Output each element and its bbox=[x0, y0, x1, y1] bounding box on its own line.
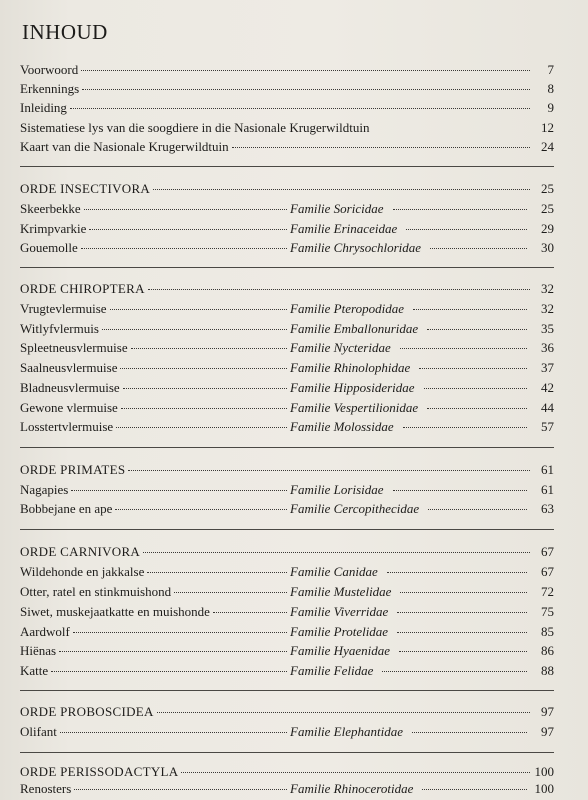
toc-entry-page: 72 bbox=[541, 584, 554, 599]
dot-leader bbox=[428, 499, 527, 510]
toc-entry-page: 88 bbox=[541, 663, 554, 678]
toc-entry-family: Familie Felidae bbox=[290, 663, 374, 678]
toc-entry-label: Erkennings bbox=[20, 81, 80, 96]
toc-entry-label: Bobbejane en ape bbox=[20, 501, 113, 516]
toc-entry-label: Otter, ratel en stinkmuishond bbox=[20, 584, 172, 599]
dot-leader bbox=[397, 622, 527, 633]
order-heading-label: ORDE CARNIVORA bbox=[20, 544, 141, 559]
toc-entry bbox=[20, 220, 554, 238]
toc-entry-family: Familie Molossidae bbox=[290, 419, 394, 434]
order-heading-page: 67 bbox=[541, 544, 554, 559]
toc-entry-family: Familie Pteropodidae bbox=[290, 301, 404, 316]
toc-entry bbox=[20, 99, 554, 117]
toc-entry-family: Familie Nycteridae bbox=[290, 340, 391, 355]
dot-leader bbox=[120, 358, 287, 369]
toc-entry-page: 86 bbox=[541, 643, 554, 658]
dot-leader bbox=[131, 338, 287, 349]
dot-leader bbox=[81, 60, 530, 71]
dot-leader bbox=[116, 417, 287, 428]
toc-entry bbox=[20, 320, 554, 338]
toc-entry bbox=[20, 239, 554, 257]
dot-leader bbox=[424, 378, 527, 389]
toc-entry-page: 30 bbox=[541, 240, 554, 255]
toc-entry-family: Familie Erinaceidae bbox=[290, 221, 398, 236]
toc-entry-page: 7 bbox=[547, 62, 554, 77]
dot-leader bbox=[427, 319, 527, 330]
order-heading-page: 25 bbox=[541, 181, 554, 196]
order-heading-label: ORDE INSECTIVORA bbox=[20, 181, 151, 196]
toc-entry bbox=[20, 662, 554, 680]
order-heading-label: ORDE CHIROPTERA bbox=[20, 281, 145, 296]
toc-entry-page: 32 bbox=[541, 301, 554, 316]
dot-leader bbox=[110, 299, 287, 310]
section-divider bbox=[20, 752, 554, 753]
dot-leader bbox=[181, 762, 530, 773]
order-heading bbox=[20, 703, 554, 721]
toc-entry-family: Familie Hyaenidae bbox=[290, 643, 390, 658]
toc-entry-page: 67 bbox=[541, 564, 554, 579]
dot-leader bbox=[413, 299, 527, 310]
dot-leader bbox=[59, 641, 287, 652]
toc-entry-page: 75 bbox=[541, 604, 554, 619]
dot-leader bbox=[430, 238, 527, 249]
dot-leader bbox=[399, 641, 527, 652]
order-heading-page: 100 bbox=[534, 764, 554, 779]
toc-entry-page: 12 bbox=[541, 120, 554, 135]
toc-entry-page: 42 bbox=[541, 380, 554, 395]
toc-entry bbox=[20, 399, 554, 417]
dot-leader bbox=[213, 602, 287, 613]
toc-entry-family: Familie Mustelidae bbox=[290, 584, 392, 599]
toc-entry-page: 100 bbox=[534, 781, 554, 796]
dot-leader bbox=[397, 602, 527, 613]
toc-entry bbox=[20, 339, 554, 357]
toc-entry bbox=[20, 603, 554, 621]
toc-entry bbox=[20, 359, 554, 377]
toc-entry-page: 97 bbox=[541, 724, 554, 739]
toc-entry-label: Vrugtevlermuise bbox=[20, 301, 107, 316]
toc-entry-family: Familie Vespertilionidae bbox=[290, 400, 419, 415]
toc-entry-family: Familie Elephantidae bbox=[290, 724, 404, 739]
toc-entry-label: Olifant bbox=[20, 724, 57, 739]
dot-leader bbox=[60, 722, 287, 733]
dot-leader bbox=[400, 582, 527, 593]
order-heading-page: 61 bbox=[541, 462, 554, 477]
dot-leader bbox=[400, 338, 527, 349]
dot-leader bbox=[147, 562, 287, 573]
order-heading-label: ORDE PROBOSCIDEA bbox=[20, 704, 154, 719]
toc-entry bbox=[20, 481, 554, 499]
toc-entry-label: Saalneusvlermuise bbox=[20, 360, 118, 375]
toc-entry-page: 25 bbox=[541, 201, 554, 216]
toc-entry-page: 9 bbox=[547, 100, 554, 115]
toc-entry-label: Siwet, muskejaatkatte en muishonde bbox=[20, 604, 210, 619]
toc-entry-page: 85 bbox=[541, 624, 554, 639]
toc-entry-page: 35 bbox=[541, 321, 554, 336]
toc-entry-page: 24 bbox=[541, 139, 554, 154]
dot-leader bbox=[419, 358, 527, 369]
toc-entry-family: Familie Lorisidae bbox=[290, 482, 384, 497]
dot-leader bbox=[387, 562, 527, 573]
dot-leader bbox=[382, 661, 527, 672]
dot-leader bbox=[427, 398, 527, 409]
toc-entry-page: 29 bbox=[541, 221, 554, 236]
order-heading bbox=[20, 280, 554, 298]
toc-entry bbox=[20, 200, 554, 218]
toc-entry-label: Sistematiese lys van die soogdiere in die Nasionale Krugerwildtuin bbox=[20, 120, 370, 135]
dot-leader bbox=[82, 79, 530, 90]
toc-entry bbox=[20, 119, 554, 137]
section-divider bbox=[20, 267, 554, 268]
toc-entry-family: Familie Emballonuridae bbox=[290, 321, 419, 336]
toc-entry-label: Nagapies bbox=[20, 482, 69, 497]
toc-entry-label: Voorwoord bbox=[20, 62, 79, 77]
dot-leader bbox=[128, 460, 530, 471]
toc-entry-family: Familie Chrysochloridae bbox=[290, 240, 422, 255]
toc-entry bbox=[20, 642, 554, 660]
toc-entry-family: Familie Rhinolophidae bbox=[290, 360, 411, 375]
dot-leader bbox=[406, 219, 527, 230]
order-heading-page: 32 bbox=[541, 281, 554, 296]
toc-entry bbox=[20, 379, 554, 397]
order-heading-page: 97 bbox=[541, 704, 554, 719]
toc-entry-label: Krimpvarkie bbox=[20, 221, 87, 236]
toc-entry-family: Familie Protelidae bbox=[290, 624, 389, 639]
order-heading bbox=[20, 461, 554, 479]
toc-entry bbox=[20, 300, 554, 318]
dot-leader bbox=[121, 398, 287, 409]
toc-entry-label: Witlyfvlermuis bbox=[20, 321, 99, 336]
toc-entry-label: Spleetneusvlermuise bbox=[20, 340, 128, 355]
toc-entry-label: Inleiding bbox=[20, 100, 67, 115]
dot-leader bbox=[81, 238, 287, 249]
order-heading bbox=[20, 180, 554, 198]
toc-entry-label: Losstertvlermuise bbox=[20, 419, 114, 434]
toc-entry-label: Wildehonde en jakkalse bbox=[20, 564, 145, 579]
toc-entry-family: Familie Soricidae bbox=[290, 201, 384, 216]
toc-entry bbox=[20, 418, 554, 436]
toc-entry-page: 36 bbox=[541, 340, 554, 355]
dot-leader bbox=[102, 319, 287, 330]
dot-leader bbox=[148, 279, 530, 290]
toc-entry bbox=[20, 723, 554, 741]
dot-leader bbox=[422, 779, 527, 790]
dot-leader bbox=[70, 98, 530, 109]
toc-entry-label: Hiënas bbox=[20, 643, 57, 658]
toc-entry bbox=[20, 583, 554, 601]
toc-entry-page: 57 bbox=[541, 419, 554, 434]
dot-leader bbox=[153, 179, 530, 190]
toc-entry-label: Katte bbox=[20, 663, 49, 678]
toc-entry-label: Skeerbekke bbox=[20, 201, 81, 216]
toc-entry-page: 61 bbox=[541, 482, 554, 497]
toc-entry-label: Kaart van die Nasionale Krugerwildtuin bbox=[20, 139, 229, 154]
order-heading-label: ORDE PERISSODACTYLA bbox=[20, 764, 179, 779]
toc-entry-family: Familie Cercopithecidae bbox=[290, 501, 420, 516]
toc-entry bbox=[20, 780, 554, 798]
toc-entry-label: Aardwolf bbox=[20, 624, 70, 639]
toc-entry-label: Renosters bbox=[20, 781, 72, 796]
dot-leader bbox=[115, 499, 287, 510]
toc-entry-page: 37 bbox=[541, 360, 554, 375]
dot-leader bbox=[71, 480, 287, 491]
dot-leader bbox=[174, 582, 287, 593]
page-title: INHOUD bbox=[22, 20, 108, 44]
dot-leader bbox=[393, 199, 527, 210]
order-heading bbox=[20, 543, 554, 561]
toc-entry bbox=[20, 61, 554, 79]
dot-leader bbox=[372, 119, 530, 129]
toc-entry-family: Familie Canidae bbox=[290, 564, 378, 579]
dot-leader bbox=[393, 480, 527, 491]
toc-entry-label: Gouemolle bbox=[20, 240, 78, 255]
toc-entry bbox=[20, 563, 554, 581]
toc-entry bbox=[20, 500, 554, 518]
section-divider bbox=[20, 529, 554, 530]
toc-entry-family: Familie Viverridae bbox=[290, 604, 389, 619]
dot-leader bbox=[403, 417, 527, 428]
toc-entry bbox=[20, 138, 554, 156]
dot-leader bbox=[143, 542, 530, 553]
toc-entry-page: 44 bbox=[541, 400, 554, 415]
toc-entry bbox=[20, 623, 554, 641]
toc-entry-family: Familie Rhinocerotidae bbox=[290, 781, 414, 796]
toc-entry-label: Bladneusvlermuise bbox=[20, 380, 120, 395]
order-heading-label: ORDE PRIMATES bbox=[20, 462, 126, 477]
toc-entry-page: 8 bbox=[547, 81, 554, 96]
toc-entry-label: Gewone vlermuise bbox=[20, 400, 118, 415]
dot-leader bbox=[123, 378, 287, 389]
dot-leader bbox=[51, 661, 287, 672]
section-divider bbox=[20, 166, 554, 167]
section-divider bbox=[20, 447, 554, 448]
dot-leader bbox=[412, 722, 527, 733]
toc-entry-page: 63 bbox=[541, 501, 554, 516]
toc-entry-family: Familie Hipposideridae bbox=[290, 380, 415, 395]
toc-entry bbox=[20, 80, 554, 98]
dot-leader bbox=[84, 199, 287, 210]
section-divider bbox=[20, 690, 554, 691]
dot-leader bbox=[157, 702, 530, 713]
dot-leader bbox=[74, 779, 287, 790]
dot-leader bbox=[232, 137, 530, 148]
dot-leader bbox=[89, 219, 287, 230]
dot-leader bbox=[73, 622, 287, 633]
